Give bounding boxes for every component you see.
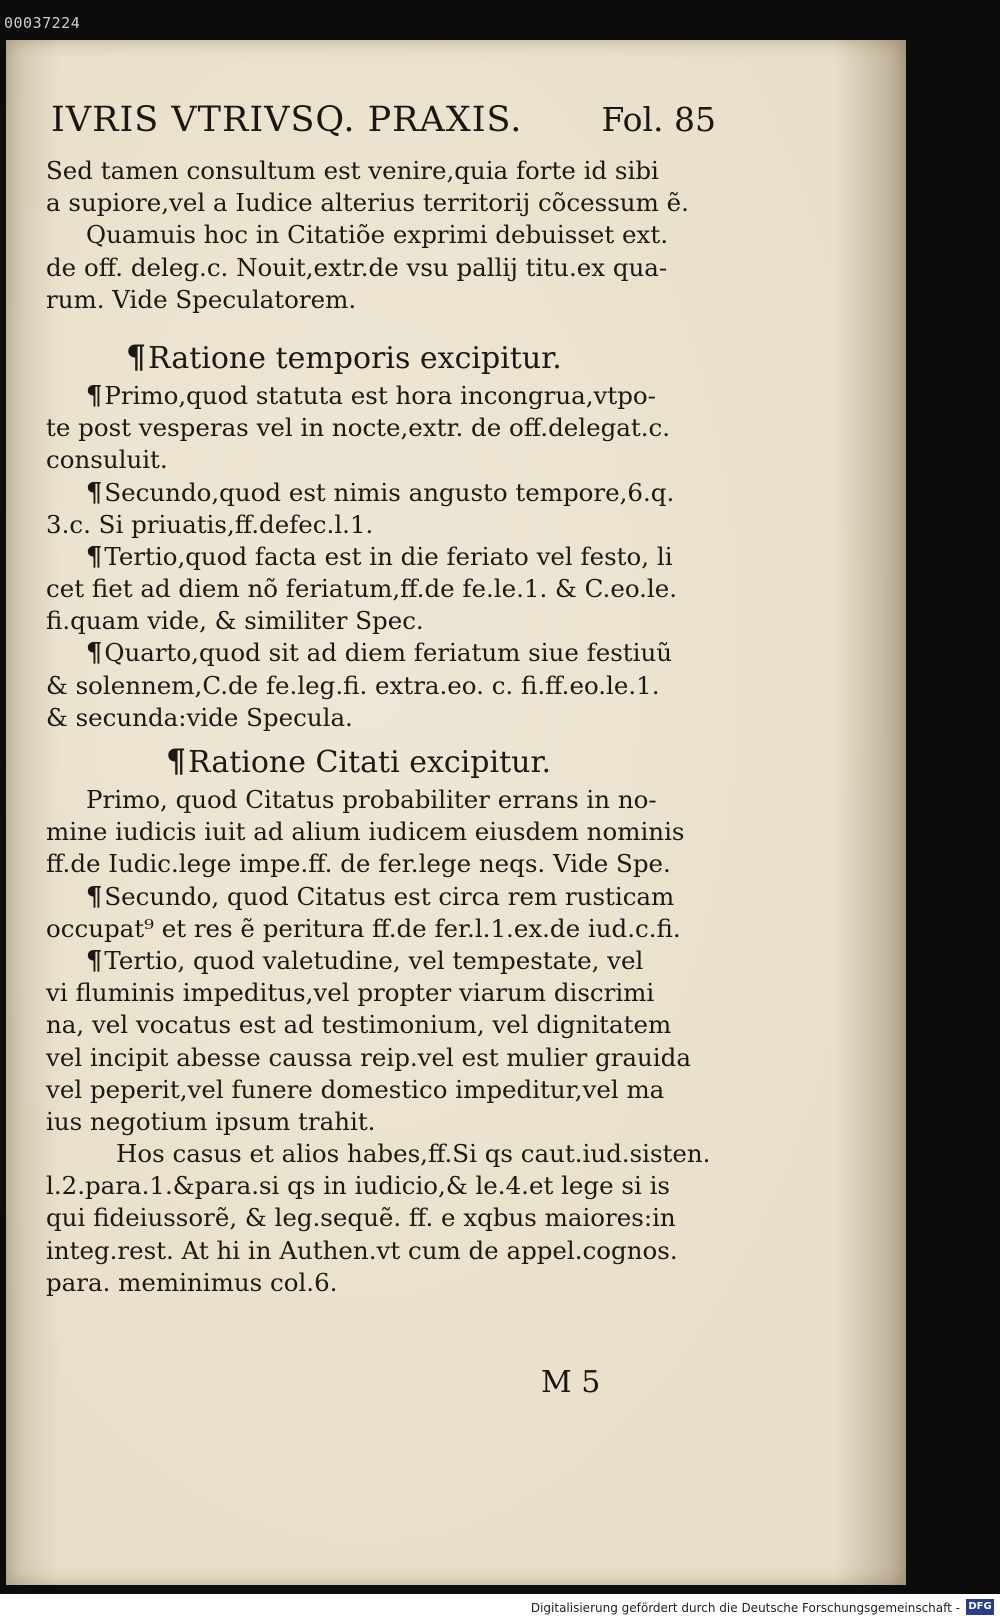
funding-note: Digitalisierung gefördert durch die Deutsche Forschungsgemeinschaft - <box>530 1601 960 1615</box>
text-line: ¶Primo,quod statuta est hora incongrua,vtpo- <box>86 380 656 411</box>
text-line: Hos casus et alios habes,ff.Si qs caut.iud.sisten. <box>116 1139 711 1169</box>
text-line: fi.quam vide, & similiter Spec. <box>46 606 424 636</box>
paragraph-mark-icon: ¶ <box>86 638 103 669</box>
text-line: a supiore,vel a Iudice alterius territorij cõcessum ẽ. <box>46 188 689 218</box>
footer-bar <box>0 1594 1000 1622</box>
text-line: consuluit. <box>46 445 168 475</box>
text-line: na, vel vocatus est ad testimonium, vel dignitatem <box>46 1010 672 1040</box>
paragraph-mark-icon: ¶ <box>86 945 103 976</box>
text-line: & secunda:vide Specula. <box>46 702 353 732</box>
text-line: occupat⁹ et res ẽ peritura ff.de fer.l.1.ex.de iud.c.fi. <box>46 913 681 943</box>
heading-text: Ratione temporis excipitur. <box>148 340 562 376</box>
text-line: ff.de Iudic.lege impe.ff. de fer.lege neqs. Vide Spe. <box>46 849 671 879</box>
running-title: IVRIS VTRIVSQ. PRAXIS. <box>51 100 523 140</box>
signature-mark: M 5 <box>541 1365 601 1400</box>
text-line: vel peperit,vel funere domestico impeditur,vel ma <box>46 1074 665 1104</box>
paragraph-mark-icon: ¶ <box>126 338 147 376</box>
dfg-logo: DFG <box>966 1599 994 1615</box>
book-page <box>6 40 906 1585</box>
paragraph-mark-icon: ¶ <box>166 743 187 780</box>
page-header <box>51 100 716 150</box>
section-heading <box>46 338 726 378</box>
text-line: te post vesperas vel in nocte,extr. de off.delegat.c. <box>46 413 671 443</box>
body-text <box>46 155 726 1299</box>
text-line: ¶Secundo,quod est nimis angusto tempore,6.q. <box>86 477 675 508</box>
text-line: Primo, quod Citatus probabiliter errans in no- <box>86 785 657 814</box>
heading-text: Ratione Citati excipitur. <box>188 745 552 780</box>
folio-number: Fol. 85 <box>601 100 716 139</box>
paragraph-mark-icon: ¶ <box>86 380 103 411</box>
text-line: para. meminimus col.6. <box>46 1267 338 1297</box>
paragraph-mark-icon: ¶ <box>86 477 103 508</box>
text-line: vi fluminis impeditus,vel propter viarum discrimi <box>46 978 655 1008</box>
text-line: integ.rest. At hi in Authen.vt cum de appel.cognos. <box>46 1235 678 1265</box>
section-heading <box>46 742 726 782</box>
paragraph-mark-icon: ¶ <box>86 541 103 572</box>
text-line: vel incipit abesse caussa reip.vel est mulier grauida <box>46 1042 691 1072</box>
text-line: ¶Quarto,quod sit ad diem feriatum siue festiuũ <box>86 638 673 669</box>
scan-id-label: 00037224 <box>4 14 81 32</box>
text-line: ¶Tertio, quod valetudine, vel tempestate, vel <box>86 945 644 976</box>
text-line: Sed tamen consultum est venire,quia forte id sibi <box>46 156 659 185</box>
paragraph-mark-icon: ¶ <box>86 881 103 912</box>
text-line: ¶Tertio,quod facta est in die feriato vel festo, li <box>86 541 673 572</box>
text-line: 3.c. Si priuatis,ff.defec.l.1. <box>46 509 374 539</box>
text-line: ius negotium ipsum trahit. <box>46 1106 376 1136</box>
text-line: & solennem,C.de fe.leg.fi. extra.eo. c. fi.ff.eo.le.1. <box>46 670 660 700</box>
text-line: mine iudicis iuit ad alium iudicem eiusdem nominis <box>46 817 685 847</box>
text-line: de off. deleg.c. Nouit,extr.de vsu pallij titu.ex qua- <box>46 252 668 282</box>
text-line: Quamuis hoc in Citatiõe exprimi debuisset ext. <box>86 220 668 250</box>
text-line: cet fiet ad diem nõ feriatum,ff.de fe.le.1. & C.eo.le. <box>46 574 678 604</box>
text-line: l.2.para.1.&para.si qs in iudicio,& le.4.et lege si is <box>46 1171 670 1201</box>
text-line: qui fideiussorẽ, & leg.sequẽ. ff. e xqbus maiores:in <box>46 1203 676 1233</box>
text-line: rum. Vide Speculatorem. <box>46 284 357 314</box>
text-line: ¶Secundo, quod Citatus est circa rem rusticam <box>86 881 675 912</box>
